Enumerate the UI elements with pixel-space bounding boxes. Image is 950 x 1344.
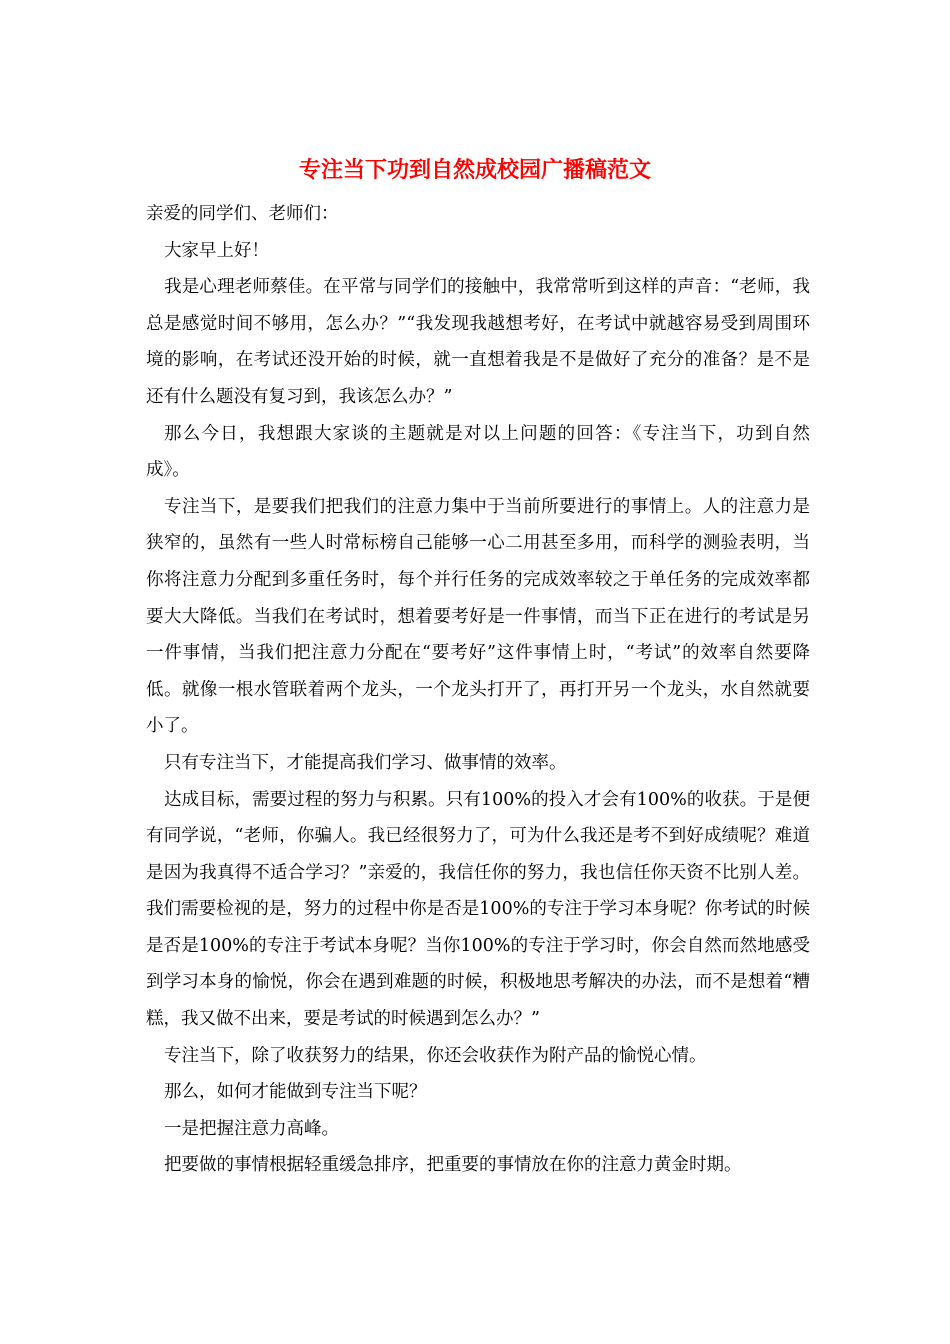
body-paragraph: 那么今日，我想跟大家谈的主题就是对以上问题的回答：《专注当下，功到自然成》。	[146, 423, 810, 481]
greeting-paragraph: 大家早上好！	[164, 240, 269, 261]
body-paragraph: 专注当下，除了收获努力的结果，你还会收获作为附产品的愉悦心情。	[164, 1045, 707, 1066]
body-paragraph: 一是把握注意力高峰。	[164, 1118, 339, 1139]
salutation-paragraph: 亲爱的同学们、老师们：	[146, 204, 339, 224]
body-paragraph: 只有专注当下，才能提高我们学习、做事情的效率。	[164, 752, 567, 773]
body-paragraph: 我是心理老师蔡佳。在平常与同学们的接触中，我常常听到这样的声音：“老师，我总是感觉时间不够用，怎么办？”“我发现我越想考好，在考试中就越容易受到周围环境的影响，在考试还没开始的时候，就一直想着我是不是做好了充分的准备？是不是还有什么题没有复习到，我该怎么办？”	[146, 277, 810, 407]
document-title: 专注当下功到自然成校园广播稿范文	[298, 157, 651, 183]
document-body	[146, 196, 810, 1184]
body-paragraph: 那么，如何才能做到专注当下呢？	[164, 1082, 427, 1103]
body-paragraph: 把要做的事情根据轻重缓急排序，把重要的事情放在你的注意力黄金时期。	[164, 1155, 742, 1176]
body-paragraph: 达成目标，需要过程的努力与积累。只有100%的投入才会有100%的收获。于是便有同学说，“老师，你骗人。我已经很努力了，可为什么我还是考不到好成绩呢？难道是因为我真得不适合学习？”亲爱的，我信任你的努力，我也信任你天资不比别人差。我们需要检视的是，努力的过程中你是否是100%的专注于学习本身呢？你考试的时候是否是100%的专注于考试本身呢？当你100%的专注于学习时，你会自然而然地感受到学习本身的愉悦，你会在遇到难题的时候，积极地思考解决的办法，而不是想着“糟糕，我又做不出来，要是考试的时候遇到怎么办？”	[146, 789, 810, 1030]
body-paragraph: 专注当下，是要我们把我们的注意力集中于当前所要进行的事情上。人的注意力是狭窄的，虽然有一些人时常标榜自己能够一心二用甚至多用，而科学的测验表明，当你将注意力分配到多重任务时，每个并行任务的完成效率较之于单任务的完成效率都要大大降低。当我们在考试时，想着要考好是一件事情，而当下正在进行的考试是另一件事情，当我们把注意力分配在“要考好”这件事情上时，“考试”的效率自然要降低。就像一根水管联着两个龙头，一个龙头打开了，再打开另一个龙头，水自然就要小了。	[146, 496, 810, 737]
